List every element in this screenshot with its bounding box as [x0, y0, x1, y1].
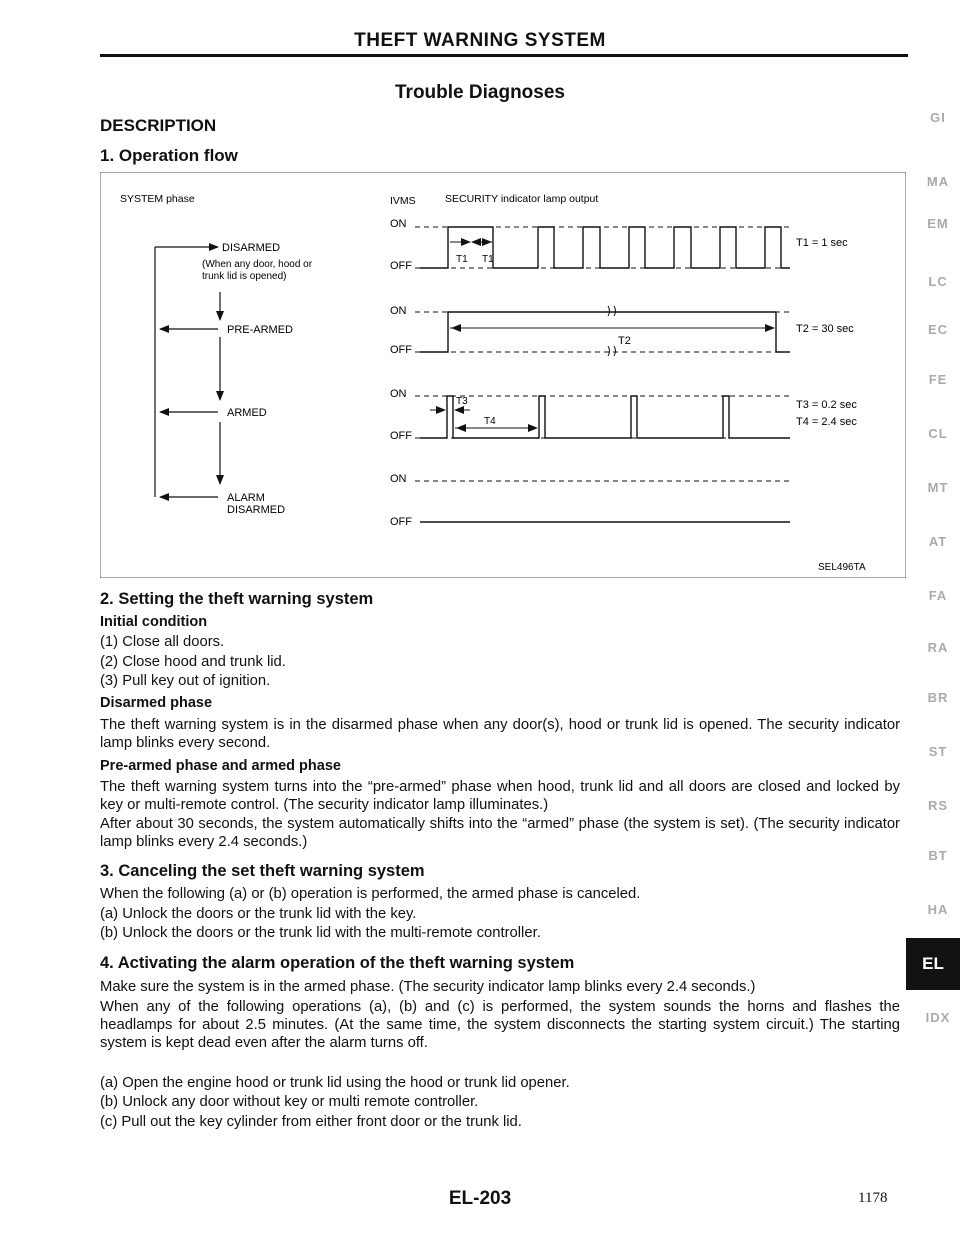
t3-value: T3 = 0.2 sec [796, 399, 857, 411]
tab-gi[interactable]: GI [930, 110, 946, 125]
tab-ha[interactable]: HA [927, 902, 949, 917]
row4-off-label: OFF [390, 516, 412, 528]
section3-intro: When the following (a) or (b) operation is performed, the armed phase is canceled. [100, 886, 641, 902]
operation-flow-diagram [100, 172, 906, 578]
t1-label-b: T1 [482, 254, 494, 265]
operation-flow-heading: 1. Operation flow [100, 146, 238, 165]
condition-item: (1) Close all doors. [100, 634, 225, 650]
tab-bt[interactable]: BT [928, 848, 948, 863]
t2-value: T2 = 30 sec [796, 323, 854, 335]
prearmed-text-1: The theft warning system turns into the “pre-armed” phase when hood, trunk lid and all doors are closed and locked by key or multi-remote control. (The security indicator lamp illuminates.) [100, 779, 900, 813]
tab-ma[interactable]: MA [926, 174, 950, 189]
t1-label-a: T1 [456, 254, 468, 265]
row1-off-label: OFF [390, 260, 412, 272]
security-label: SECURITY indicator lamp output [445, 193, 599, 205]
tab-mt[interactable]: MT [927, 480, 949, 495]
t1-value: T1 = 1 sec [796, 237, 848, 249]
cancel-item: (b) Unlock the doors or the trunk lid with the multi-remote controller. [100, 925, 541, 941]
tab-em[interactable]: EM [927, 216, 949, 231]
ivms-label: IVMS [390, 195, 416, 207]
section4-text-2: When any of the following operations (a), (b) and (c) is performed, the system sounds the horns and flashes the headlamps for about 2.5 minutes. (At the same time, the system disconnects the starting system circuit.) The starting system is kept dead even after the alarm turns off. [100, 999, 900, 1051]
figure-code: SEL496TA [818, 562, 866, 573]
alarm-item: (b) Unlock any door without key or multi remote controller. [100, 1094, 479, 1110]
phase-pre-armed: PRE-ARMED [227, 324, 294, 336]
disarmed-note-line2: trunk lid is opened) [202, 271, 287, 282]
tab-ec[interactable]: EC [927, 322, 949, 337]
page-title: THEFT WARNING SYSTEM [354, 30, 606, 51]
row3-off-label: OFF [390, 430, 412, 442]
prearmed-heading: Pre-armed phase and armed phase [100, 758, 341, 774]
row4-on-label: ON [390, 473, 407, 485]
row2-on-label: ON [390, 305, 407, 317]
prearmed-text-2: After about 30 seconds, the system automatically shifts into the “armed” phase (the system is set). (The security indicator lamp blinks every 2.4 seconds.) [100, 816, 900, 850]
t3-label: T3 [456, 396, 468, 407]
condition-item: (2) Close hood and trunk lid. [100, 654, 286, 670]
section4-text-1: Make sure the system is in the armed phase. (The security indicator lamp blinks every 2.4 seconds.) [100, 979, 756, 995]
disarmed-note-line1: (When any door, hood or [202, 259, 313, 270]
tab-idx[interactable]: IDX [925, 1010, 951, 1025]
section2-title: 2. Setting the theft warning system [100, 590, 374, 608]
tab-fe[interactable]: FE [928, 372, 948, 387]
tab-br[interactable]: BR [927, 690, 949, 705]
alarm-item: (a) Open the engine hood or trunk lid using the hood or trunk lid opener. [100, 1075, 570, 1091]
row2-off-label: OFF [390, 344, 412, 356]
header-rule [100, 54, 908, 57]
tab-rs[interactable]: RS [927, 798, 949, 813]
disarmed-phase-heading: Disarmed phase [100, 695, 213, 711]
phase-alarm-line1: ALARM [227, 492, 265, 504]
t4-value: T4 = 2.4 sec [796, 416, 857, 428]
description-heading: DESCRIPTION [100, 116, 217, 135]
disarmed-phase-text: The theft warning system is in the disarmed phase when any door(s), hood or trunk lid is opened. The security indicator lamp blinks every second. [100, 717, 900, 751]
section3-title: 3. Canceling the set theft warning system [100, 862, 425, 880]
tab-st[interactable]: ST [928, 744, 948, 759]
initial-condition-heading: Initial condition [100, 614, 208, 630]
cancel-item: (a) Unlock the doors or the trunk lid with the key. [100, 906, 417, 922]
tab-cl[interactable]: CL [928, 426, 948, 441]
tab-at[interactable]: AT [928, 534, 948, 549]
page-code: EL-203 [448, 1188, 512, 1209]
page-number: 1178 [858, 1190, 888, 1206]
tab-ra[interactable]: RA [927, 640, 949, 655]
phase-alarm-line2: DISARMED [227, 504, 286, 516]
row3-on-label: ON [390, 388, 407, 400]
phase-disarmed: DISARMED [222, 242, 281, 254]
tab-el-active[interactable]: EL [906, 938, 960, 990]
section4-title: 4. Activating the alarm operation of the theft warning system [100, 954, 575, 972]
row1-on-label: ON [390, 218, 407, 230]
t2-label: T2 [618, 335, 631, 347]
side-section-tabs [916, 96, 960, 759]
t4-label: T4 [484, 416, 496, 427]
phase-armed: ARMED [227, 407, 267, 419]
tab-lc[interactable]: LC [928, 274, 948, 289]
tab-fa[interactable]: FA [928, 588, 948, 603]
alarm-item: (c) Pull out the key cylinder from either front door or the trunk lid. [100, 1114, 522, 1130]
section-subtitle: Trouble Diagnoses [395, 82, 565, 103]
condition-item: (3) Pull key out of ignition. [100, 673, 271, 689]
system-phase-label: SYSTEM phase [120, 193, 195, 205]
